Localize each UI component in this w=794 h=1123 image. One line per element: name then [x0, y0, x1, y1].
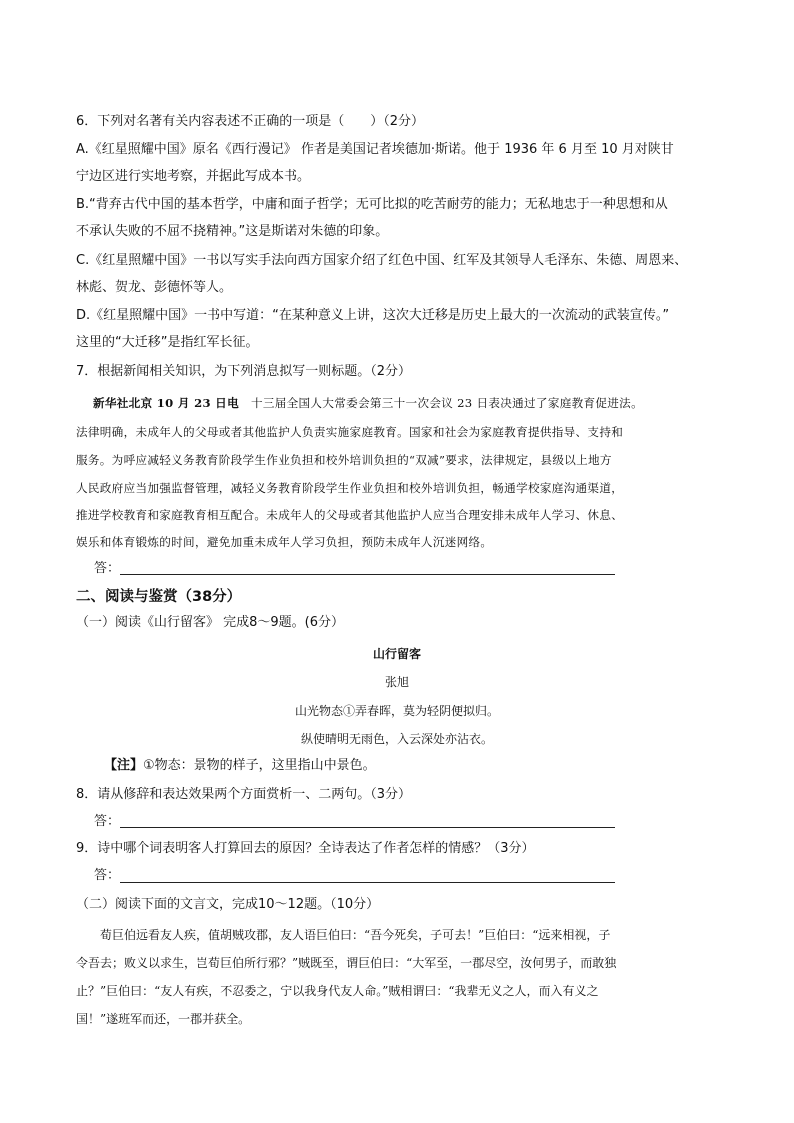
q8-stem: 8．请从修辞和表达效果两个方面赏析一、二两句。（3分）	[76, 787, 412, 802]
poem-line-2: 纵使晴明无雨色，入云深处亦沾衣。	[300, 732, 493, 746]
news-paragraph-line1	[93, 394, 743, 412]
note-text: ①物态：景物的样子，这里指山中景色。	[143, 758, 376, 773]
poem-note	[104, 757, 754, 775]
q9-answer-label: 答：	[94, 868, 121, 883]
news-paragraph-line4: 人民政府应当加强监督管理，减轻义务教育阶段学生作业负担和校外培训负担，畅通学校家庭沟通渠道，	[76, 481, 624, 495]
q6-option-b-line1: B.“背弃古代中国的基本哲学，中庸和面子哲学；无可比拟的吃苦耐劳的能力；无私地忠于一种思想和从	[76, 197, 668, 212]
q6-option-b-line2: 不承认失败的不屈不挠精神。”这是斯诺对朱德的印象。	[76, 224, 389, 239]
q8-answer-label: 答：	[94, 814, 121, 829]
q9-answer-line[interactable]	[120, 882, 615, 883]
q6-option-c-line2: 林彪、贺龙、彭德怀等人。	[76, 280, 233, 295]
poem-title: 山行留客	[372, 647, 421, 661]
q7-stem: 7．根据新闻相关知识，为下列消息拟写一则标题。（2分）	[76, 364, 412, 379]
part-1-intro: （一）阅读《山行留客》 完成8～9题。(6分）	[76, 615, 345, 630]
q6-stem: 6．下列对名著有关内容表述不正确的一项是（ ）（2分）	[76, 114, 425, 129]
q6-option-a-line2: 宁边区进行实地考察，并据此写成本书。	[76, 169, 311, 184]
q6-option-d-line2: 这里的“大迁移”是指红军长征。	[76, 335, 259, 350]
news-line1-text: 十三届全国人大常委会第三十一次会议 23 日表决通过了家庭教育促进法。	[250, 396, 643, 410]
q7-answer-label: 答：	[94, 561, 121, 576]
news-paragraph-line2: 法律明确，未成年人的父母或者其他监护人负责实施家庭教育。国家和社会为家庭教育提供指导、支持和	[76, 425, 624, 439]
classical-text-line4: 国！”遂班军而还，一郡并获全。	[76, 1012, 251, 1026]
q7-answer-line[interactable]	[120, 574, 615, 575]
news-paragraph-line6: 娱乐和体育锻炼的时间，避免加重未成年人学习负担，预防未成年人沉迷网络。	[76, 535, 493, 549]
q6-option-c-line1: C.《红星照耀中国》一书以写实手法向西方国家介绍了红色中国、红军及其领导人毛泽东、朱德、周恩来、	[76, 253, 688, 268]
part-2-intro: （二）阅读下面的文言文，完成10～12题。（10分）	[76, 897, 380, 912]
classical-text-line3: 止？”巨伯曰：“友人有疾，不忍委之，宁以我身代友人命。”贼相谓曰：“我辈无义之人，而入有义之	[76, 984, 599, 998]
q6-option-d-line1: D.《红星照耀中国》一书中写道：“在某种意义上讲，这次大迁移是历史上最大的一次流动的武装宣传。”	[76, 308, 670, 323]
poem-author: 张旭	[384, 675, 409, 689]
news-dateline: 新华社北京 10 月 23 日电	[93, 396, 239, 410]
news-paragraph-line3: 服务。为呼应减轻义务教育阶段学生作业负担和校外培训负担的“双减”要求，法律规定，县级以上地方	[76, 453, 612, 467]
q8-answer-line[interactable]	[120, 827, 615, 828]
poem-line-1: 山光物态①弄春晖，莫为轻阴便拟归。	[294, 704, 499, 718]
q6-option-a-line1: A.《红星照耀中国》原名《西行漫记》 作者是美国记者埃德加·斯诺。他于 1936 年 6 月至 10 月对陕甘	[76, 142, 674, 157]
q9-stem: 9．诗中哪个词表明客人打算回去的原因？全诗表达了作者怎样的情感？（3分）	[76, 841, 535, 856]
news-paragraph-line5: 推进学校教育和家庭教育相互配合。未成年人的父母或者其他监护人应当合理安排未成年人学习、休息、	[76, 508, 624, 522]
classical-text-line1: 荀巨伯远看友人疾，值胡贼攻郡，友人语巨伯曰：“吾今死矣，子可去！”巨伯曰：“远来相视，子	[100, 928, 611, 942]
section-2-title: 二、阅读与鉴赏（38分）	[76, 589, 242, 605]
classical-text-line2: 令吾去；败义以求生，岂荀巨伯所行邪？”贼既至，谓巨伯曰：“大军至，一郡尽空，汝何男子，而敢独	[76, 956, 617, 970]
note-tag: 【注】	[104, 758, 144, 773]
